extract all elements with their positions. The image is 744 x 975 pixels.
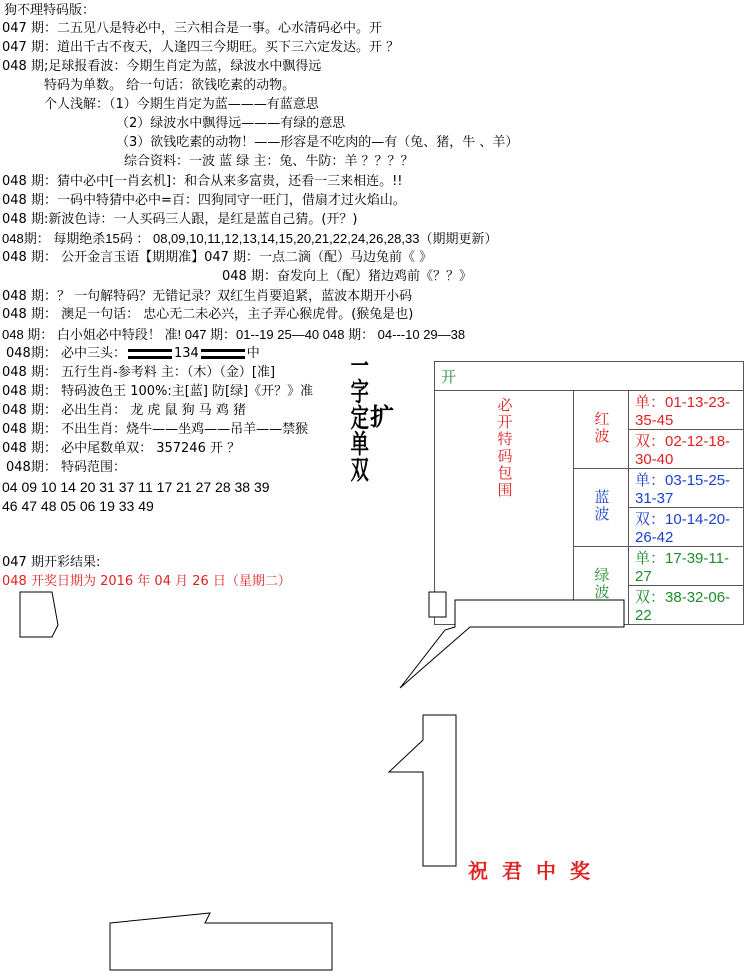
big-vertical-title: 一字定单双 (347, 352, 369, 482)
wave-open-cell: 开 (435, 362, 744, 391)
line-047-b: 047 期：道出千古不夜天，人逢四三今期旺。买下三六定发达。开 ？ (2, 40, 400, 55)
row-tag: 双： (635, 589, 666, 606)
three-heads-label: 048期： 必中三头： (6, 346, 126, 361)
line-three-heads (6, 345, 260, 362)
callout-small-left (20, 592, 58, 637)
row-tag: 单： (635, 394, 666, 411)
row-nums: 38-32-06-22 (635, 589, 731, 624)
wave-side-text: 必开特码包围 (495, 397, 513, 499)
line-golden-words: 048 期： 公开金言玉语【期期准】047 期：一点二滴（配）马边兔前《 》 (2, 250, 433, 265)
row-tag: 单： (635, 472, 666, 489)
result-title: 047 期开彩结果: (2, 555, 101, 570)
line-kill-15: 048期： 每期绝杀15码 ： 08,09,10,11,12,13,14,15,20,21,22,24,26,28,33（期期更新） (2, 231, 498, 246)
line-summary: 综合资料：一波 蓝 绿 主：兔、牛防：羊 ？？？？ (124, 154, 414, 169)
green-wave-text: 绿波 (592, 566, 610, 601)
line-single-hint: 特码为单数。 给一句话：欲钱吃素的动物。 (44, 78, 296, 93)
page-header: 狗不理特码版： (4, 3, 96, 18)
line-analysis-1: 个人浅解：（1）今期生肖定为蓝———有蓝意思 (44, 97, 319, 112)
red-wave-text: 红波 (592, 410, 610, 445)
green-wave-label (574, 547, 629, 625)
line-wave-poem: 048 期:新波色诗：一人买码三人跟，是红是蓝自己猜。(开？) (2, 212, 358, 227)
row-tag: 双： (635, 511, 666, 528)
line-not-zodiac: 048 期： 不出生肖：烧牛——坐鸡——吊羊——禁猴 (2, 422, 309, 437)
blue-wave-label (574, 469, 629, 547)
row-nums: 02-12-18-30-40 (635, 433, 731, 468)
wave-side-label (435, 391, 574, 625)
line-riddle: 048 期：？ 一句解特码？无错记录？双红生肖要追紧，蓝波本期开小码 (2, 289, 413, 304)
row-nums: 17-39-11-27 (635, 550, 729, 585)
wave-row (629, 547, 744, 586)
row-nums: 03-15-25-31-37 (635, 472, 731, 507)
line-segment: 048 期： 白小姐必中特段！ 准! 047 期：01--19 25—40 048 期： 04---10 29—38 (2, 327, 466, 342)
line-047-a: 047 期：二五见八是特必中，三六相合是一事。心水清码必中。开 (2, 21, 382, 36)
wave-row (629, 391, 744, 430)
wave-row (629, 430, 744, 469)
line-golden-words-2: 048 期：奋发向上（配）猪边鸡前《？？》 (222, 269, 472, 284)
row-nums: 01-13-23-35-45 (635, 394, 731, 429)
range-numbers-row-1: 04 09 10 14 20 31 37 11 17 21 27 28 38 39 (2, 479, 270, 495)
wave-row (629, 469, 744, 508)
line-must-zodiac: 048 期： 必出生肖： 龙 虎 鼠 狗 马 鸡 猪 (2, 403, 247, 418)
line-five-elements: 048 期： 五行生肖-参考料 主：（木）（金）[准] (2, 365, 276, 380)
blue-wave-text: 蓝波 (592, 488, 610, 523)
line-analysis-2: （2）绿波水中飘得远———有绿的意思 (116, 116, 346, 131)
line-au-words: 048 期： 澳足一句话： 忠心无二未必兴，主子弄心猴虎骨。(猴兔是也) (2, 307, 414, 322)
red-wave-label (574, 391, 629, 469)
wish-banner: 祝君中奖 (468, 859, 604, 883)
line-xuanji: 048 期：猜中必中[一肖玄机]：和合从来多富贵，还看一三来相连。!! (2, 174, 403, 189)
callout-bottom (110, 913, 332, 970)
bar-left-icon (128, 349, 172, 359)
line-wave-king: 048 期： 特码波色王 100%:主[蓝] 防[绿]《开？》准 (2, 384, 314, 399)
callout-vertical (389, 715, 456, 866)
three-heads-value: 134 (173, 346, 199, 361)
three-heads-tail: 中 (246, 346, 260, 361)
wave-row (629, 508, 744, 547)
wave-table (434, 361, 744, 625)
line-range-label: 048期： 特码范围： (6, 460, 126, 475)
line-048-football: 048 期;足球报看波：今期生肖定为蓝，绿波水中飘得远 (2, 59, 322, 74)
big-vertical-tail: 扩 (370, 403, 394, 431)
line-analysis-3: （3）欲钱吃素的动物！——形容是不吃肉的—有（兔、猪，牛 、羊） (116, 135, 519, 150)
row-nums: 10-14-20-26-42 (635, 511, 731, 546)
bar-right-icon (201, 349, 245, 359)
line-tail-numbers: 048 期： 必中尾数单双： 357246 开 ？ (2, 441, 241, 456)
line-one-code: 048 期：一码中特猜中必中=百：四狗同守一旺门，借扇才过火焰山。 (2, 193, 406, 208)
row-tag: 单： (635, 550, 666, 567)
row-tag: 双： (635, 433, 666, 450)
wave-row (629, 586, 744, 625)
range-numbers-row-2: 46 47 48 05 06 19 33 49 (2, 498, 154, 514)
draw-date: 048 开奖日期为 2016 年 04 月 26 日（星期二） (2, 574, 291, 589)
